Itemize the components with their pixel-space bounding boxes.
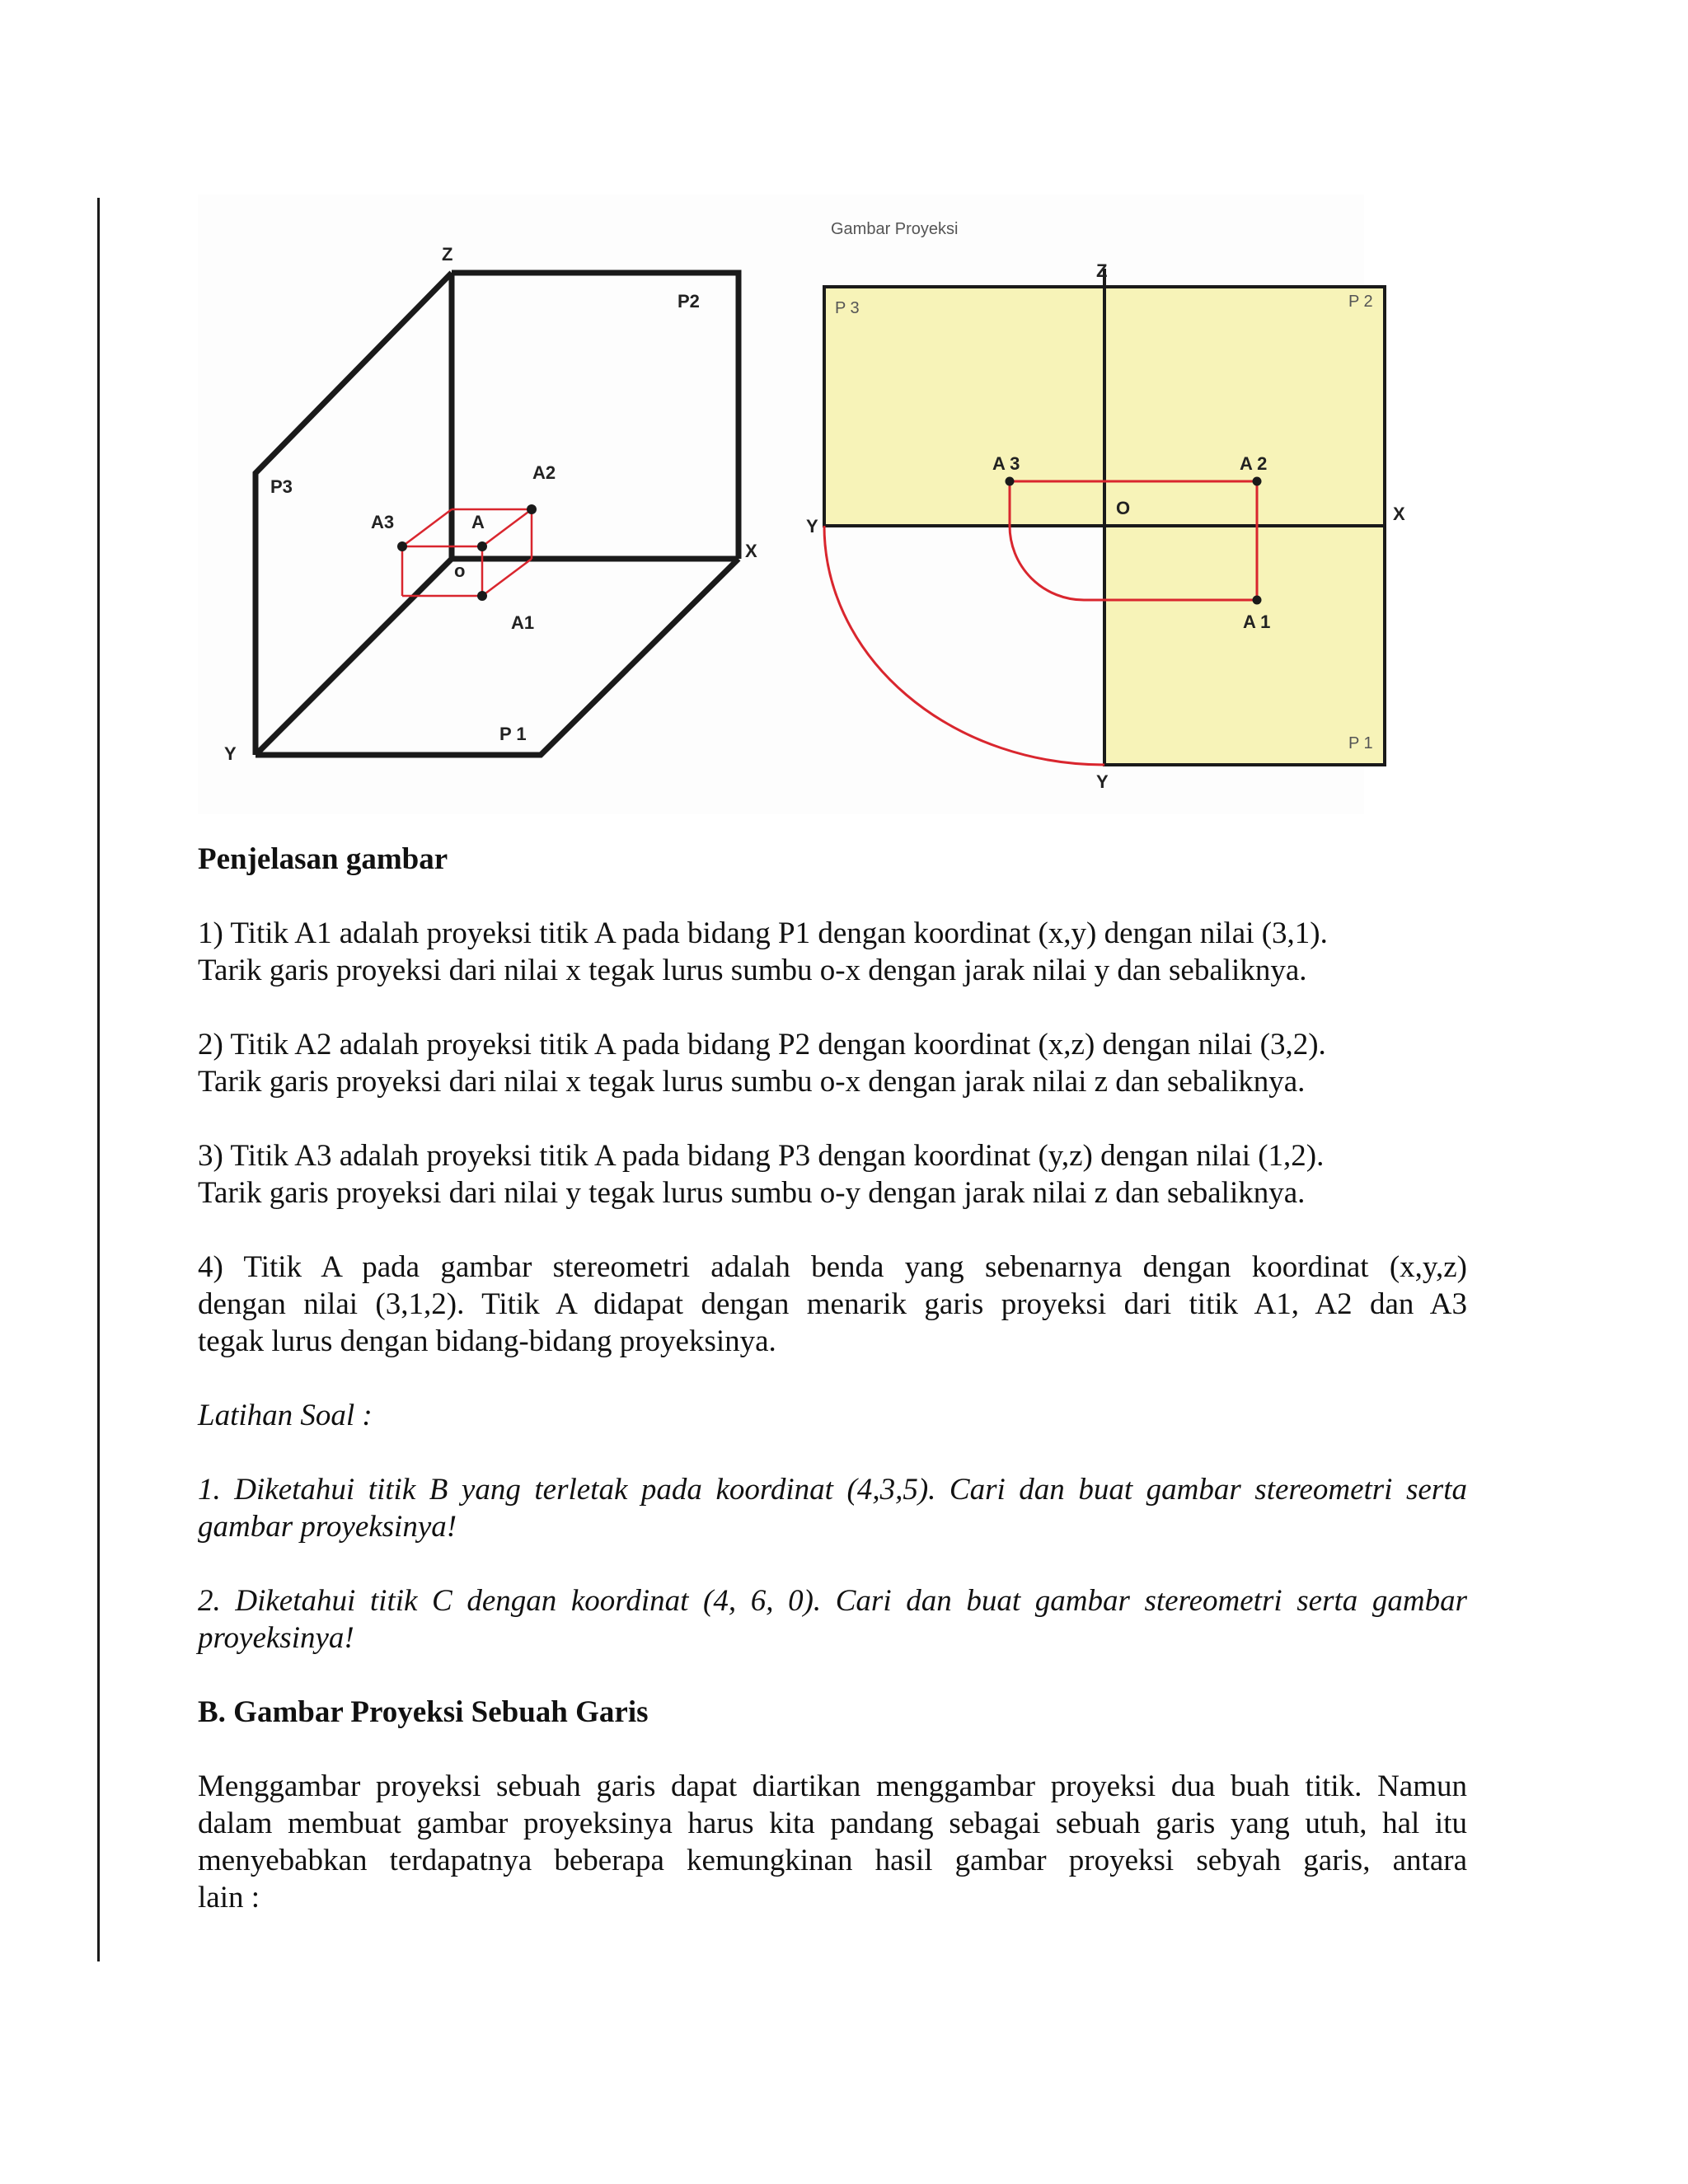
label-p3: P3 <box>270 476 293 497</box>
label-p1: P 1 <box>499 724 527 744</box>
proj-label-y-left: Y <box>806 516 818 537</box>
document-body <box>198 841 1467 1916</box>
proj-label-x: X <box>1393 504 1405 524</box>
exercise-2-line-1: 2. Diketahui titik C dengan koordinat (4, 6, 0). Cari dan buat gambar stereometri serta gambar <box>198 1584 1467 1618</box>
proj-label-a3: A 3 <box>992 453 1020 474</box>
label-z: Z <box>442 244 453 265</box>
proj-label-p2: P 2 <box>1348 293 1373 311</box>
plane-p3-rect <box>824 287 1104 526</box>
label-y: Y <box>224 743 237 764</box>
projection-title: Gambar Proyeksi <box>831 220 959 238</box>
point-3-line-2: Tarik garis proyeksi dari nilai y tegak lurus sumbu o-y dengan jarak nilai z dan sebaliknya. <box>198 1176 1306 1210</box>
section-b-line-2: dalam membuat gambar proyeksinya harus kita pandang sebagai sebuah garis yang utuh, hal itu <box>198 1807 1467 1840</box>
label-a: A <box>471 512 485 532</box>
plane-p2-rect <box>1104 287 1385 526</box>
point-1-line-2: Tarik garis proyeksi dari nilai x tegak lurus sumbu o-x dengan jarak nilai y dan sebaliknya. <box>198 954 1307 987</box>
point-a1-dot <box>477 591 487 601</box>
proj-label-p3: P 3 <box>835 299 860 317</box>
plane-p1-rect <box>1104 526 1385 765</box>
section-b-line-1: Menggambar proyeksi sebuah garis dapat diartikan menggambar proyeksi dua buah titik. Namun <box>198 1769 1467 1803</box>
label-origin: o <box>454 560 466 581</box>
point-4-line-3: tegak lurus dengan bidang-bidang proyeksinya. <box>198 1324 776 1358</box>
exercise-heading: Latihan Soal : <box>198 1399 373 1432</box>
point-4-line-1: 4) Titik A pada gambar stereometri adalah benda yang sebenarnya dengan koordinat (x,y,z) <box>198 1250 1467 1284</box>
figure-svg <box>198 194 1405 814</box>
projection-figure <box>198 194 1405 814</box>
exercise-1-line-1: 1. Diketahui titik B yang terletak pada koordinat (4,3,5). Cari dan buat gambar stereometri serta <box>198 1473 1467 1507</box>
point-a3-dot <box>397 541 407 551</box>
margin-rule <box>97 198 100 1961</box>
point-4-line-2: dengan nilai (3,1,2). Titik A didapat dengan menarik garis proyeksi dari titik A1, A2 dan A3 <box>198 1287 1467 1321</box>
label-a1: A1 <box>511 612 535 633</box>
proj-a3-dot <box>1006 477 1015 486</box>
label-a3: A3 <box>371 512 395 532</box>
section-b-line-3: menyebabkan terdapatnya beberapa kemungkinan hasil gambar proyeksi sebyah garis, antara <box>198 1844 1467 1877</box>
point-a-dot <box>477 541 487 551</box>
proj-a2-dot <box>1253 477 1262 486</box>
exercise-1-line-2: gambar proyeksinya! <box>198 1510 457 1544</box>
point-2-line-2: Tarik garis proyeksi dari nilai x tegak lurus sumbu o-x dengan jarak nilai z dan sebaliknya. <box>198 1065 1306 1099</box>
proj-label-a2: A 2 <box>1240 453 1268 474</box>
exercise-2-line-2: proyeksinya! <box>198 1621 354 1655</box>
label-a2: A2 <box>532 462 556 483</box>
point-a2-dot <box>527 504 537 514</box>
explanation-heading: Penjelasan gambar <box>198 842 448 876</box>
point-3-line-1: 3) Titik A3 adalah proyeksi titik A pada bidang P3 dengan koordinat (y,z) dengan nilai (1,2). <box>198 1139 1325 1173</box>
proj-label-z: Z <box>1096 260 1108 281</box>
label-x: X <box>745 541 757 561</box>
proj-label-p1: P 1 <box>1348 734 1373 752</box>
proj-label-origin: O <box>1116 498 1131 518</box>
label-p2: P2 <box>678 291 700 312</box>
point-2-line-1: 2) Titik A2 adalah proyeksi titik A pada bidang P2 dengan koordinat (x,z) dengan nilai (3,2). <box>198 1028 1326 1062</box>
point-1-line-1: 1) Titik A1 adalah proyeksi titik A pada bidang P1 dengan koordinat (x,y) dengan nilai (3,1). <box>198 916 1328 950</box>
section-b-heading: B. Gambar Proyeksi Sebuah Garis <box>198 1695 649 1729</box>
section-b-line-4: lain : <box>198 1881 260 1915</box>
proj-label-y-bottom: Y <box>1096 771 1109 792</box>
proj-a1-dot <box>1253 596 1262 605</box>
proj-label-a1: A 1 <box>1243 612 1271 632</box>
